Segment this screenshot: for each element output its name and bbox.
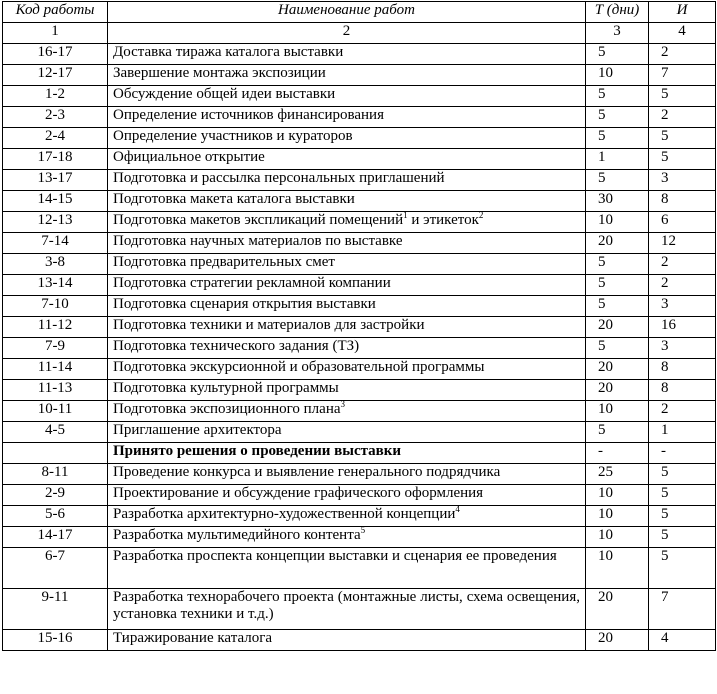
header-work-name: Наименование работ xyxy=(108,2,586,23)
work-code: 2-4 xyxy=(3,128,108,149)
i-value: 3 xyxy=(649,296,716,317)
footnote-marker: 5 xyxy=(360,525,366,535)
work-name-continuation: и этикеток xyxy=(407,212,479,228)
duration-days: 20 xyxy=(586,589,649,630)
work-name xyxy=(108,380,586,401)
work-name xyxy=(108,128,586,149)
duration-days: 30 xyxy=(586,191,649,212)
work-code: 7-10 xyxy=(3,296,108,317)
work-name xyxy=(108,149,586,170)
table-row xyxy=(3,589,716,630)
i-value: 8 xyxy=(649,380,716,401)
table-row xyxy=(3,275,716,296)
table-row xyxy=(3,170,716,191)
work-code: 17-18 xyxy=(3,149,108,170)
work-name xyxy=(108,443,586,464)
work-code: 14-17 xyxy=(3,527,108,548)
duration-days: 20 xyxy=(586,359,649,380)
duration-days: - xyxy=(586,443,649,464)
work-code: 3-8 xyxy=(3,254,108,275)
work-name xyxy=(108,630,586,651)
work-code: 12-17 xyxy=(3,65,108,86)
i-value: 2 xyxy=(649,275,716,296)
duration-days: 5 xyxy=(586,422,649,443)
work-name-text: Подготовка экспозиционного плана xyxy=(113,401,341,417)
work-name-text: Подготовка культурной программы xyxy=(113,380,339,396)
work-name xyxy=(108,254,586,275)
header-row xyxy=(3,2,716,23)
duration-days: 5 xyxy=(586,128,649,149)
duration-days: 5 xyxy=(586,338,649,359)
works-table xyxy=(2,1,716,651)
work-name-text: Доставка тиража каталога выставки xyxy=(113,44,344,60)
header-i: И xyxy=(649,2,716,23)
work-code: 11-13 xyxy=(3,380,108,401)
i-value: 16 xyxy=(649,317,716,338)
i-value: 5 xyxy=(649,86,716,107)
table-row xyxy=(3,380,716,401)
work-name xyxy=(108,170,586,191)
i-value: 3 xyxy=(649,338,716,359)
work-name-text: Разработка проспекта концепции выставки и сценария ее проведения xyxy=(113,548,557,564)
table-row xyxy=(3,359,716,380)
work-name xyxy=(108,359,586,380)
work-name xyxy=(108,44,586,65)
work-code xyxy=(3,443,108,464)
work-name xyxy=(108,233,586,254)
work-name xyxy=(108,485,586,506)
work-code: 9-11 xyxy=(3,589,108,630)
table-row xyxy=(3,464,716,485)
table-row xyxy=(3,401,716,422)
work-code: 14-15 xyxy=(3,191,108,212)
work-name xyxy=(108,338,586,359)
work-name-text: Проектирование и обсуждение графического оформления xyxy=(113,485,484,501)
work-name-text: Определение участников и кураторов xyxy=(113,128,353,144)
table-row xyxy=(3,128,716,149)
work-name-text: Подготовка сценария открытия выставки xyxy=(113,296,376,312)
work-name-text: Разработка мультимедийного контента xyxy=(113,527,361,543)
duration-days: 10 xyxy=(586,485,649,506)
work-name xyxy=(108,212,586,233)
work-name-text: Подготовка техники и материалов для застройки xyxy=(113,317,425,333)
i-value: 8 xyxy=(649,191,716,212)
i-value: 2 xyxy=(649,254,716,275)
work-name xyxy=(108,401,586,422)
work-name-text: Проведение конкурса и выявление генерального подрядчика xyxy=(113,464,501,480)
i-value: 1 xyxy=(649,422,716,443)
duration-days: 10 xyxy=(586,212,649,233)
i-value: - xyxy=(649,443,716,464)
i-value: 3 xyxy=(649,170,716,191)
work-name-text: Подготовка экскурсионной и образовательной программы xyxy=(113,359,485,375)
duration-days: 10 xyxy=(586,401,649,422)
i-value: 5 xyxy=(649,128,716,149)
work-name xyxy=(108,422,586,443)
duration-days: 5 xyxy=(586,170,649,191)
work-code: 13-14 xyxy=(3,275,108,296)
work-name-text: Разработка технорабочего проекта (монтажные листы, схема освещения, установка техники и т.д.) xyxy=(113,589,580,622)
work-name-text: Подготовка макета каталога выставки xyxy=(113,191,355,207)
duration-days: 5 xyxy=(586,254,649,275)
work-code: 8-11 xyxy=(3,464,108,485)
work-code: 4-5 xyxy=(3,422,108,443)
work-name-text: Определение источников финансирования xyxy=(113,107,384,123)
footnote-marker: 1 xyxy=(403,210,408,220)
footnote-marker: 4 xyxy=(455,504,460,514)
column-number-row xyxy=(3,23,716,44)
work-code: 2-3 xyxy=(3,107,108,128)
duration-days: 10 xyxy=(586,527,649,548)
table-row xyxy=(3,338,716,359)
column-number: 1 xyxy=(3,23,108,44)
work-name xyxy=(108,527,586,548)
work-name-text: Принято решения о проведении выставки xyxy=(113,443,402,459)
work-name-text: Приглашение архитектора xyxy=(113,422,282,438)
work-name xyxy=(108,65,586,86)
work-name xyxy=(108,464,586,485)
table-row xyxy=(3,485,716,506)
table-row xyxy=(3,44,716,65)
work-code: 11-14 xyxy=(3,359,108,380)
i-value: 4 xyxy=(649,630,716,651)
work-code: 16-17 xyxy=(3,44,108,65)
table-row xyxy=(3,107,716,128)
column-number: 2 xyxy=(108,23,586,44)
work-code: 1-2 xyxy=(3,86,108,107)
i-value: 8 xyxy=(649,359,716,380)
work-code: 11-12 xyxy=(3,317,108,338)
table-body xyxy=(3,44,716,651)
work-name xyxy=(108,506,586,527)
i-value: 2 xyxy=(649,44,716,65)
duration-days: 20 xyxy=(586,317,649,338)
i-value: 5 xyxy=(649,548,716,589)
i-value: 5 xyxy=(649,527,716,548)
table-row xyxy=(3,548,716,589)
table-row xyxy=(3,630,716,651)
i-value: 5 xyxy=(649,506,716,527)
i-value: 5 xyxy=(649,149,716,170)
table-row xyxy=(3,443,716,464)
table-row xyxy=(3,422,716,443)
work-name-text: Подготовка стратегии рекламной компании xyxy=(113,275,391,291)
table-row xyxy=(3,86,716,107)
work-name-text: Тиражирование каталога xyxy=(113,630,273,646)
i-value: 5 xyxy=(649,464,716,485)
work-name xyxy=(108,296,586,317)
work-name-text: Подготовка научных материалов по выставке xyxy=(113,233,403,249)
duration-days: 25 xyxy=(586,464,649,485)
i-value: 6 xyxy=(649,212,716,233)
work-code: 5-6 xyxy=(3,506,108,527)
work-name xyxy=(108,589,586,630)
column-number: 3 xyxy=(586,23,649,44)
work-code: 2-9 xyxy=(3,485,108,506)
work-name xyxy=(108,107,586,128)
table-row xyxy=(3,506,716,527)
work-code: 15-16 xyxy=(3,630,108,651)
duration-days: 20 xyxy=(586,630,649,651)
work-name xyxy=(108,86,586,107)
work-name-text: Подготовка макетов экспликаций помещений xyxy=(113,212,404,228)
i-value: 2 xyxy=(649,401,716,422)
table-row xyxy=(3,296,716,317)
column-number: 4 xyxy=(649,23,716,44)
i-value: 7 xyxy=(649,65,716,86)
table-row xyxy=(3,191,716,212)
duration-days: 10 xyxy=(586,506,649,527)
duration-days: 5 xyxy=(586,107,649,128)
duration-days: 10 xyxy=(586,65,649,86)
duration-days: 1 xyxy=(586,149,649,170)
duration-days: 10 xyxy=(586,548,649,589)
work-code: 13-17 xyxy=(3,170,108,191)
header-work-code: Код работы xyxy=(3,2,108,23)
work-code: 6-7 xyxy=(3,548,108,589)
duration-days: 5 xyxy=(586,275,649,296)
table-row xyxy=(3,527,716,548)
work-code: 12-13 xyxy=(3,212,108,233)
work-name xyxy=(108,191,586,212)
duration-days: 5 xyxy=(586,296,649,317)
i-value: 5 xyxy=(649,485,716,506)
duration-days: 5 xyxy=(586,86,649,107)
table-row xyxy=(3,233,716,254)
work-name-text: Официальное открытие xyxy=(113,149,265,165)
work-name xyxy=(108,275,586,296)
i-value: 7 xyxy=(649,589,716,630)
work-name-text: Подготовка предварительных смет xyxy=(113,254,335,270)
work-code: 7-14 xyxy=(3,233,108,254)
footnote-marker: 2 xyxy=(478,210,484,220)
table-row xyxy=(3,65,716,86)
work-name xyxy=(108,548,586,589)
table-row xyxy=(3,149,716,170)
work-name-text: Разработка архитектурно-художественной концепции xyxy=(113,506,456,522)
work-name-text: Завершение монтажа экспозиции xyxy=(113,65,326,81)
i-value: 12 xyxy=(649,233,716,254)
duration-days: 20 xyxy=(586,233,649,254)
work-name-text: Подготовка технического задания (ТЗ) xyxy=(113,338,360,354)
duration-days: 20 xyxy=(586,380,649,401)
duration-days: 5 xyxy=(586,44,649,65)
work-name-text: Подготовка и рассылка персональных приглашений xyxy=(113,170,445,186)
work-name-text: Обсуждение общей идеи выставки xyxy=(113,86,336,102)
header-duration-days: Т (дни) xyxy=(586,2,649,23)
i-value: 2 xyxy=(649,107,716,128)
work-name xyxy=(108,317,586,338)
work-code: 10-11 xyxy=(3,401,108,422)
table-row xyxy=(3,254,716,275)
table-row xyxy=(3,317,716,338)
footnote-marker: 3 xyxy=(340,399,346,409)
work-code: 7-9 xyxy=(3,338,108,359)
table-row xyxy=(3,212,716,233)
